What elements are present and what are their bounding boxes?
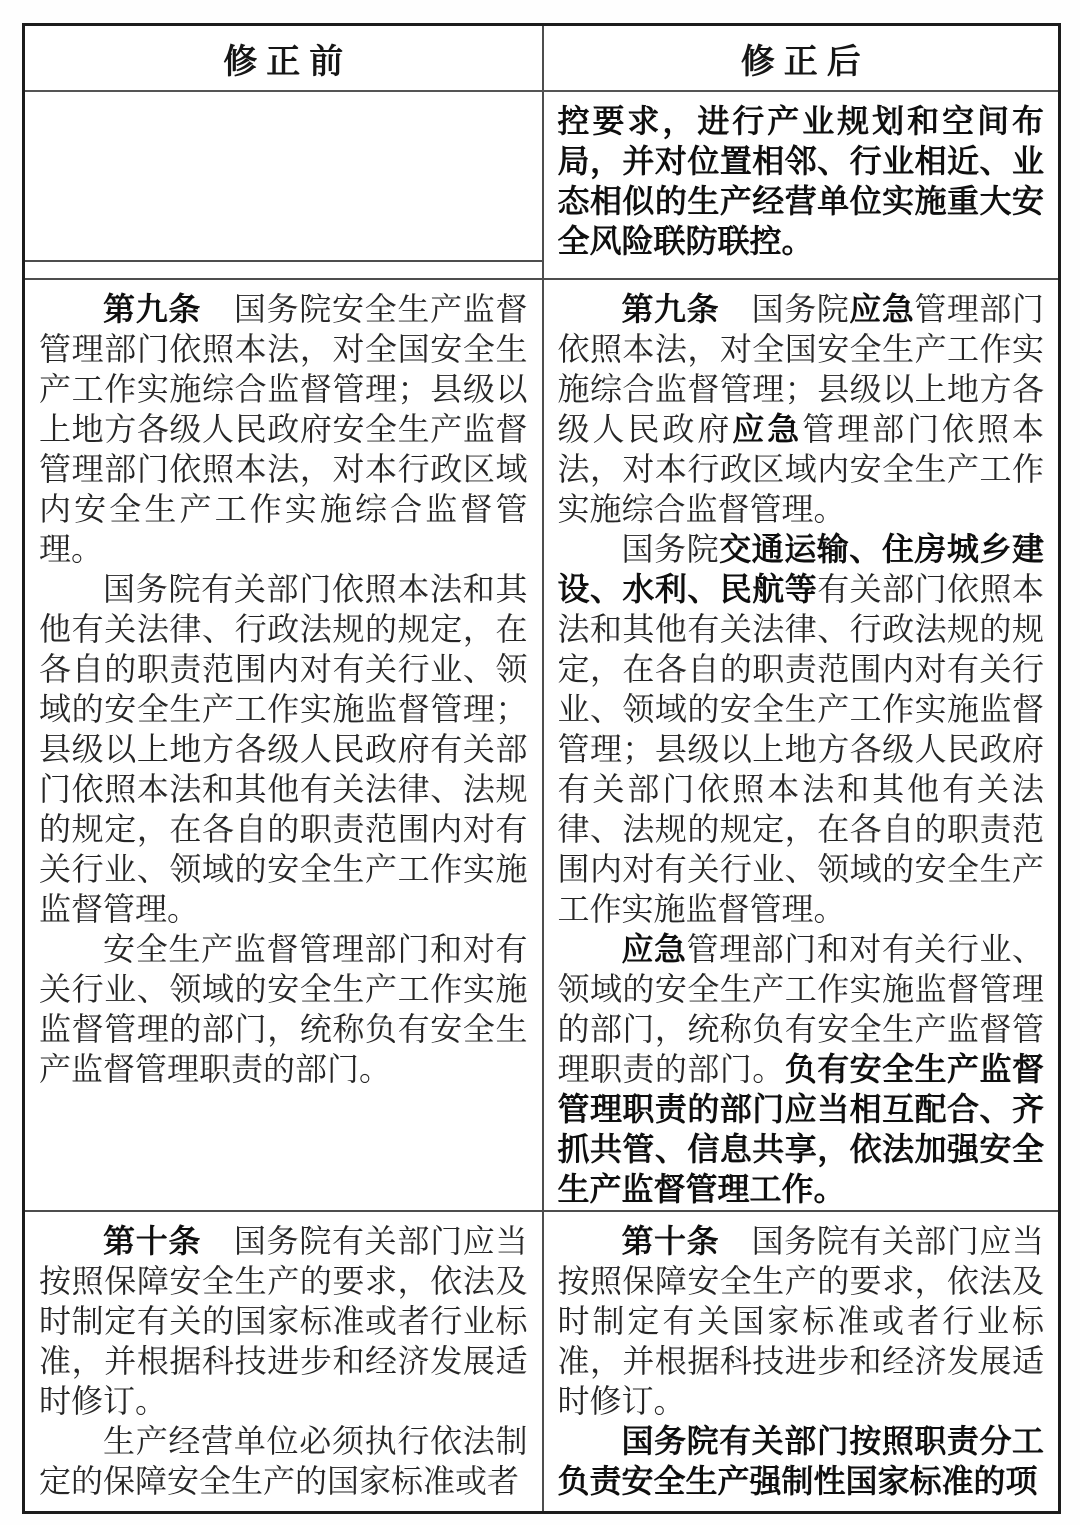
text-run: 管理部门依照本法，对本行政区域内安全生产工作实施综合监督管理。	[557, 411, 1044, 527]
cell-after-amendment	[542, 1212, 1059, 1511]
cell-before-amendment	[25, 280, 542, 1210]
law-paragraph	[558, 529, 1045, 929]
amended-text-run: 第十条	[621, 1223, 720, 1259]
amended-text-run: 交通运输、住房城乡建设、水利、民航等	[557, 531, 1044, 607]
cell-after-amendment	[542, 280, 1059, 1210]
text-run: 管理部门和对有关行业、领域的安全生产工作实施监督管理的部门，统称负有安全生产监督管理职责的部门。	[557, 931, 1044, 1087]
header-after-amendment: 修正后	[542, 26, 1059, 90]
amended-text-run: 负有安全生产监督管理职责的部门应当相互配合、齐抓共管、信息共享，依法加强安全生产监督管理工作。	[557, 1051, 1044, 1207]
amended-text-run: 国务院有关部门按照职责分工负责安全生产强制性国家标准的项	[557, 1423, 1044, 1499]
table-body	[25, 92, 1058, 1511]
amended-text-run: 第九条	[621, 291, 720, 327]
amended-text-run: 控要求，进行产业规划和空间布局，并对位置相邻、行业相近、业态相似的生产经营单位实施重大安全风险联防联控。	[557, 103, 1044, 259]
text-run: 国务院有关部门应当按照保障安全生产的要求，依法及时制定有关国家标准或者行业标准，并根据科技进步和经济发展适时修订。	[557, 1223, 1044, 1419]
law-paragraph	[558, 289, 1045, 529]
table-row	[25, 280, 1058, 1212]
text-run: 国务院有关部门应当按照保障安全生产的要求，依法及时制定有关的国家标准或者行业标准，并根据科技进步和经济发展适时修订。	[39, 1223, 528, 1419]
table-row	[25, 92, 1058, 280]
text-run: 国务院	[719, 291, 850, 327]
table-row	[25, 1212, 1058, 1511]
header-before-amendment: 修正前	[223, 42, 353, 81]
text-run: 生产经营单位必须执行依法制定的保障安全生产的国家标准或者	[39, 1423, 528, 1499]
cell-after-amendment	[542, 92, 1059, 278]
law-paragraph	[558, 1421, 1045, 1501]
law-paragraph	[558, 929, 1045, 1209]
amended-text-run: 第十条	[103, 1223, 202, 1259]
law-paragraph	[39, 929, 528, 1089]
amended-text-run: 应急	[621, 931, 687, 967]
amendment-comparison-table	[22, 23, 1061, 1514]
text-run: 国务院有关部门依照本法和其他有关法律、行政法规的规定，在各自的职责范围内对有关行业、领域的安全生产工作实施监督管理；县级以上地方各级人民政府有关部门依照本法和其他有关法律、法规的规定，在各自的职责范围内对有关行业、领域的安全生产工作实施监督管理。	[39, 571, 528, 927]
table-header-row	[25, 26, 1058, 92]
law-paragraph	[39, 1221, 528, 1421]
text-run: 安全生产监督管理部门和对有关行业、领域的安全生产工作实施监督管理的部门，统称负有安全生产监督管理职责的部门。	[39, 931, 528, 1087]
law-paragraph	[39, 569, 528, 929]
law-paragraph	[39, 289, 528, 569]
law-paragraph	[558, 1221, 1045, 1421]
text-run: 管理部门依照本法，对全国安全生产工作实施综合监督管理；县级以上地方各级人民政府	[557, 291, 1044, 447]
cell-before-amendment	[25, 92, 542, 278]
text-run: 有关部门依照本法和其他有关法律、行政法规的规定，在各自的职责范围内对有关行业、领域的安全生产工作实施监督管理；县级以上地方各级人民政府有关部门依照本法和其他有关法律、法规的规定，在各自的职责范围内对有关行业、领域的安全生产工作实施监督管理。	[557, 571, 1044, 927]
law-paragraph	[39, 1421, 528, 1501]
amended-text-run: 第九条	[103, 291, 202, 327]
amended-text-run: 应急	[849, 291, 915, 327]
law-paragraph	[558, 101, 1045, 261]
cell-before-amendment	[25, 1212, 542, 1511]
amended-text-run: 应急	[732, 411, 803, 447]
text-run: 国务院安全生产监督管理部门依照本法，对全国安全生产工作实施综合监督管理；县级以上地方各级人民政府安全生产监督管理部门依照本法，对本行政区域内安全生产工作实施综合监督管理。	[39, 291, 528, 567]
text-run: 国务院	[621, 531, 720, 567]
